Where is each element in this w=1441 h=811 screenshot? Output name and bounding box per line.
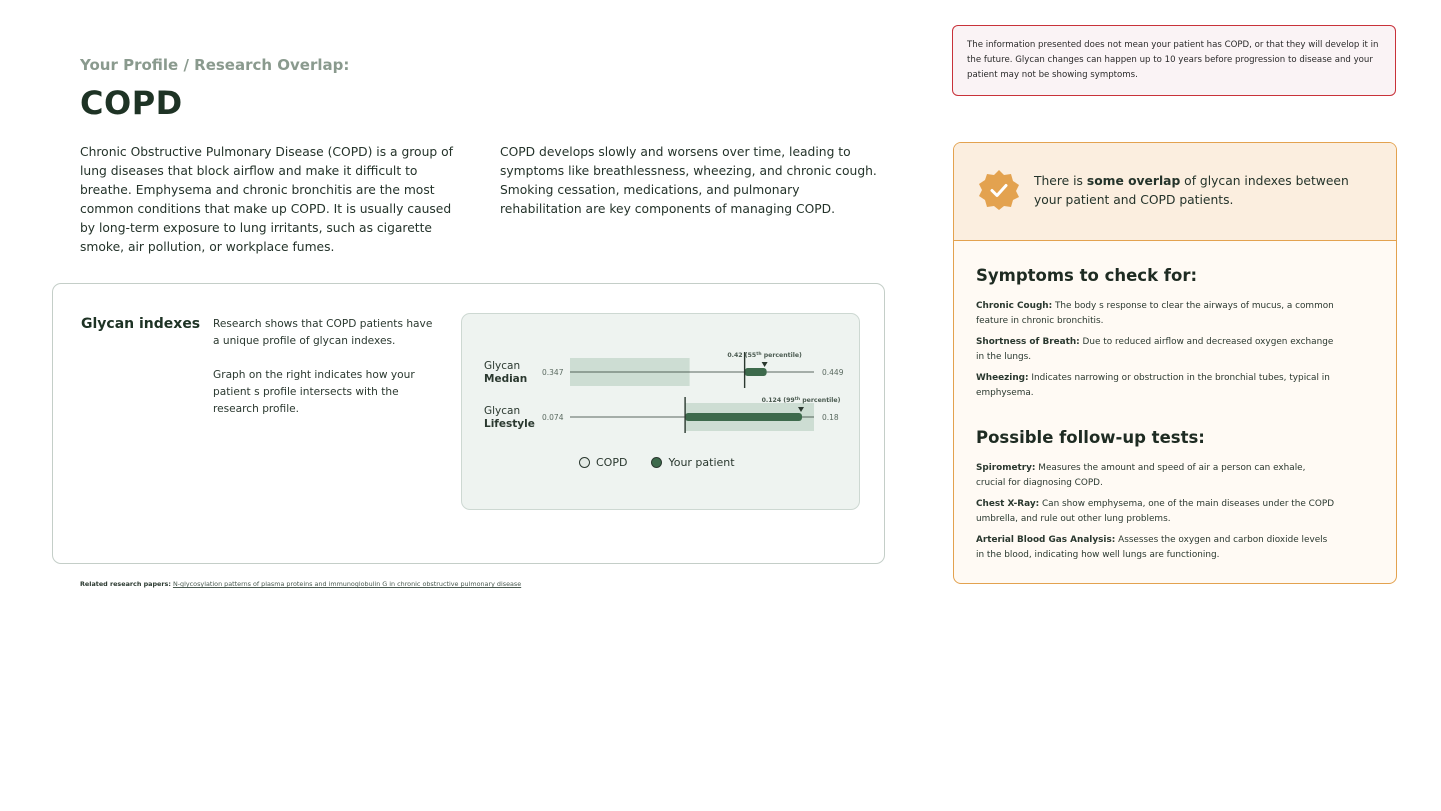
verified-check-icon <box>978 169 1020 211</box>
followup-item <box>976 533 1336 563</box>
page-title: COPD <box>80 84 183 122</box>
symptoms-title: Symptoms to check for: <box>976 266 1198 285</box>
row-label-top: Glycan <box>484 405 521 417</box>
legend-patient <box>651 456 734 469</box>
percentile-suffix: th <box>756 352 762 357</box>
row-label-bottom: Lifestyle <box>484 418 535 430</box>
disclaimer-banner: The information presented does not mean your patient has COPD, or that they will develop it in the future. Glycan changes can happen up to 10 years before progression to disease and your patient may not be showing symptoms. <box>952 25 1396 96</box>
glycan-range-chart <box>462 314 861 454</box>
related-paper-link[interactable]: N-glycosylation patterns of plasma proteins and immunoglobulin G in chronic obstructive pulmonary disease <box>172 580 522 588</box>
followup-item <box>976 497 1336 527</box>
symptom-desc: Due to reduced airflow and decreased oxygen exchange in the lungs. <box>976 337 1334 362</box>
legend-patient-label: Your patient <box>668 456 735 469</box>
followup-desc: Assesses the oxygen and carbon dioxide levels in the blood, indicating how well lungs are functioning. <box>976 535 1328 560</box>
intro-left-paragraph: Chronic Obstructive Pulmonary Disease (COPD) is a group of lung diseases that block airflow and make it difficult to breathe. Emphysema and chronic bronchitis are the most common conditions that make up COPD. It is usually caused by long-term exposure to lung irritants, such as cigarette smoke, air pollution, or workplace fumes. <box>80 145 453 254</box>
legend-patient-dot <box>651 457 662 468</box>
percentile-suffix: th <box>794 397 801 402</box>
row-label-top: Glycan <box>484 360 521 372</box>
symptom-item <box>976 335 1336 365</box>
insight-card <box>953 142 1397 584</box>
row-label-bottom: Median <box>484 373 528 385</box>
chart-legend <box>579 456 735 469</box>
legend-copd-dot <box>579 457 590 468</box>
patient-bar <box>745 368 767 376</box>
percentile-word: percentile) <box>800 397 841 404</box>
intro-right-paragraph: COPD develops slowly and worsens over time, leading to symptoms like breathlessness, wheezing, and chronic cough. Smoking cessation, medications, and pulmonary rehabilitation are key components of managing COPD. <box>500 145 877 216</box>
glycan-description <box>213 316 438 418</box>
symptom-term: Shortness of Breath: <box>976 337 1080 347</box>
followup-term: Chest X-Ray: <box>976 499 1040 509</box>
overlap-emphasis: some overlap <box>1086 174 1181 188</box>
symptom-term: Chronic Cough: <box>976 301 1053 311</box>
symptom-item <box>976 371 1336 401</box>
followup-tests-section <box>976 428 1336 569</box>
axis-min-label: 0.347 <box>542 368 564 377</box>
symptom-desc: Indicates narrowing or obstruction in the bronchial tubes, typical in emphysema. <box>976 373 1330 398</box>
followups-title: Possible follow-up tests: <box>976 428 1205 447</box>
glycan-graph-panel <box>461 313 860 510</box>
related-papers-label: Related research papers: <box>80 580 171 588</box>
axis-min-label: 0.074 <box>542 413 564 422</box>
glycan-desc-graph: Graph on the right indicates how your patient s profile intersects with the research profile. <box>213 369 415 415</box>
breadcrumb: Your Profile / Research Overlap: <box>80 56 350 74</box>
patient-value-label: 0.42 (55th percentile) <box>727 352 802 359</box>
patient-value-label: 0.124 (99th percentile) <box>761 397 841 404</box>
patient-bar <box>685 413 802 421</box>
legend-copd <box>579 456 627 469</box>
followup-term: Arterial Blood Gas Analysis: <box>976 535 1116 545</box>
followup-term: Spirometry: <box>976 463 1036 473</box>
legend-copd-label: COPD <box>596 456 628 469</box>
symptom-term: Wheezing: <box>976 373 1029 383</box>
glycan-indexes-card <box>52 283 885 564</box>
overlap-suffix: of glycan indexes between your patient and COPD patients. <box>1034 174 1349 207</box>
overlap-header <box>954 143 1396 241</box>
patient-pointer <box>762 362 768 367</box>
symptom-item <box>976 299 1336 329</box>
overlap-prefix: There is <box>1034 174 1087 188</box>
symptoms-section <box>976 266 1336 407</box>
glycan-heading: Glycan indexes <box>81 316 201 332</box>
related-papers <box>80 580 521 588</box>
overlap-statement <box>1034 172 1354 210</box>
glycan-desc-research: Research shows that COPD patients have a unique profile of glycan indexes. <box>213 318 433 347</box>
followup-desc: Can show emphysema, one of the main diseases under the COPD umbrella, and rule out other lung problems. <box>976 499 1335 524</box>
percentile-word: percentile) <box>761 352 802 359</box>
axis-max-label: 0.18 <box>822 413 839 422</box>
followup-desc: Measures the amount and speed of air a person can exhale, crucial for diagnosing COPD. <box>976 463 1306 488</box>
symptom-desc: The body s response to clear the airways of mucus, a common feature in chronic bronchitis. <box>976 301 1334 326</box>
followup-item <box>976 461 1336 491</box>
axis-max-label: 0.449 <box>822 368 844 377</box>
